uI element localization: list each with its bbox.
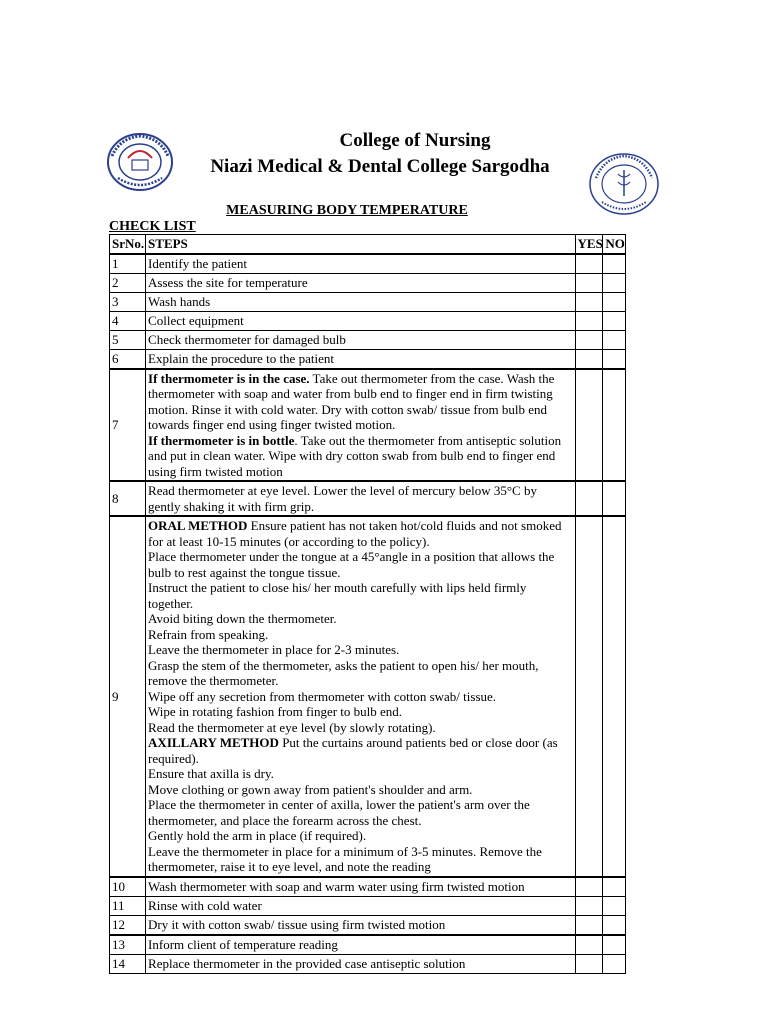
table-row [110,915,626,935]
table-row [110,954,626,973]
no-checkbox-cell[interactable] [603,292,626,311]
step-line [148,844,572,875]
step-line [148,549,572,580]
table-row [110,896,626,915]
step-line [148,275,572,291]
no-checkbox-cell[interactable] [603,273,626,292]
step-text [146,273,575,292]
step-line-text: Put the curtains around patients bed or close door (as required). [148,735,558,766]
header-no: NO [603,235,626,254]
step-line [148,611,572,627]
step-line-text: Explain the procedure to the patient [148,350,334,366]
yes-checkbox-cell[interactable] [575,935,603,955]
yes-checkbox-cell[interactable] [575,516,603,877]
step-line [148,294,572,310]
step-text [146,516,575,877]
step-line [148,627,572,643]
header-srno: SrNo. [110,235,146,254]
header-yes: YES [575,235,603,254]
header-steps: STEPS [146,235,575,254]
step-line [148,797,572,828]
table-row [110,877,626,897]
step-line-text: Wipe in rotating fashion from finger to bulb end. [148,704,403,719]
table-row [110,349,626,369]
no-checkbox-cell[interactable] [603,311,626,330]
step-line-text: Ensure that axilla is dry. [148,766,274,781]
step-line [148,580,572,611]
step-line [148,898,572,914]
step-line [148,704,572,720]
no-checkbox-cell[interactable] [603,254,626,274]
step-text [146,954,575,973]
step-number: 2 [110,273,146,292]
checklist-heading: CHECK LIST [109,219,196,234]
step-line-text: Avoid biting down the thermometer. [148,611,337,626]
yes-checkbox-cell[interactable] [575,369,603,482]
table-row [110,254,626,274]
step-line-text: Assess the site for temperature [148,274,308,290]
step-line-text: Wipe off any secretion from thermometer with cotton swab/ tissue. [148,688,497,704]
step-line-text: Identify the patient [148,255,247,271]
step-line [148,735,572,766]
step-line-text: Instruct the patient to close his/ her mouth carefully with lips held firmly together. [148,580,527,611]
step-number: 10 [110,877,146,897]
step-line [148,658,572,689]
step-number: 7 [110,369,146,482]
document-title: MEASURING BODY TEMPERATURE [226,203,468,218]
step-line [148,917,572,933]
step-line [148,256,572,272]
table-row [110,935,626,955]
step-number: 14 [110,954,146,973]
step-line [148,642,572,658]
step-number: 13 [110,935,146,955]
table-row [110,273,626,292]
table-row [110,516,626,877]
step-text [146,311,575,330]
table-header-row [110,235,626,254]
checklist-table [109,234,626,974]
step-line-text: Rinse with cold water [148,897,262,913]
yes-checkbox-cell[interactable] [575,330,603,349]
step-text [146,896,575,915]
step-lead: If thermometer is in the case. [148,370,310,386]
step-line-text: Dry it with cotton swab/ tissue using firm twisted motion [148,916,446,932]
step-number: 4 [110,311,146,330]
institution-name: Niazi Medical & Dental College Sargodha [210,156,550,177]
table-row [110,311,626,330]
college-seal-right-icon [588,152,660,216]
step-line [148,782,572,798]
step-line [148,956,572,972]
step-line-text: Grasp the stem of the thermometer, asks the patient to open his/ her mouth, remove the thermometer. [148,657,539,688]
step-lead: ORAL METHOD [148,518,248,533]
yes-checkbox-cell[interactable] [575,273,603,292]
table-row [110,330,626,349]
step-text [146,369,575,482]
step-line [148,518,572,549]
step-line [148,371,572,433]
no-checkbox-cell[interactable] [603,349,626,369]
step-line [148,433,572,480]
step-line-text: Wash hands [148,293,211,309]
no-checkbox-cell[interactable] [603,330,626,349]
step-line-text: Replace thermometer in the provided case antiseptic solution [148,955,466,971]
step-text [146,915,575,935]
yes-checkbox-cell[interactable] [575,292,603,311]
no-checkbox-cell[interactable] [603,481,626,516]
step-line-text: Leave the thermometer in place for a minimum of 3-5 minutes. Remove the thermometer, raise it to eye level, and note the reading [148,843,542,874]
step-lead: If thermometer is in bottle [148,432,295,448]
step-line-text: Check thermometer for damaged bulb [148,331,346,347]
step-line [148,332,572,348]
step-number: 8 [110,481,146,516]
step-number: 11 [110,896,146,915]
step-line-text: Place the thermometer in center of axilla, lower the patient's arm over the thermometer, and place the forearm across the chest. [148,797,530,828]
step-line [148,351,572,367]
step-text [146,877,575,897]
no-checkbox-cell[interactable] [603,954,626,973]
step-line-text: Leave the thermometer in place for 2-3 minutes. [148,642,400,657]
step-number: 5 [110,330,146,349]
no-checkbox-cell[interactable] [603,915,626,935]
step-text [146,481,575,516]
yes-checkbox-cell[interactable] [575,254,603,274]
no-checkbox-cell[interactable] [603,935,626,955]
step-line-text: Inform client of temperature reading [148,936,338,952]
step-line [148,689,572,705]
step-text [146,330,575,349]
step-number: 6 [110,349,146,369]
step-line [148,828,572,844]
step-line [148,720,572,736]
step-line-text: Collect equipment [148,312,244,328]
yes-checkbox-cell[interactable] [575,877,603,897]
step-line-text: Take out thermometer from the case. Wash the thermometer with soap and water from bulb end to finger end in firm twisting motion. Rinse it with cold water. Dry with cotton swab/ tissue from bulb end towards finger end using finger twisted motion. [148,370,555,432]
step-number: 12 [110,915,146,935]
yes-checkbox-cell[interactable] [575,311,603,330]
yes-checkbox-cell[interactable] [575,915,603,935]
step-line-text: Move clothing or gown away from patient's shoulder and arm. [148,781,473,797]
step-text [146,292,575,311]
step-line-text: Gently hold the arm in place (if required). [148,828,367,843]
step-number: 3 [110,292,146,311]
yes-checkbox-cell[interactable] [575,481,603,516]
yes-checkbox-cell[interactable] [575,896,603,915]
table-row [110,292,626,311]
step-line [148,766,572,782]
yes-checkbox-cell[interactable] [575,349,603,369]
table-row [110,481,626,516]
step-line-text: Refrain from speaking. [148,626,269,642]
step-line [148,313,572,329]
step-line-text: Read thermometer at eye level. Lower the level of mercury below 35°C by gently shaking it with firm grip. [148,483,537,514]
step-number: 1 [110,254,146,274]
no-checkbox-cell[interactable] [603,896,626,915]
step-text [146,254,575,274]
step-line-text: Ensure patient has not taken hot/cold fluids and not smoked for at least 10-15 minutes (or according to the policy). [148,518,562,549]
step-text [146,935,575,955]
step-line-text: . Take out the thermometer from antiseptic solution and put in clean water. Wipe with dry cotton swab from bulb end to finger end using firm twisted motion [148,432,562,479]
step-line [148,879,572,895]
step-line-text: Place thermometer under the tongue at a 45°angle in a position that allows the bulb to rest against the tongue tissue. [148,549,555,580]
no-checkbox-cell[interactable] [603,877,626,897]
step-line-text: Wash thermometer with soap and warm water using firm twisted motion [148,878,525,894]
college-name: College of Nursing [339,130,491,151]
no-checkbox-cell[interactable] [603,516,626,877]
table-row [110,369,626,482]
step-line-text: Read the thermometer at eye level (by slowly rotating). [148,719,436,735]
yes-checkbox-cell[interactable] [575,954,603,973]
no-checkbox-cell[interactable] [603,369,626,482]
step-number: 9 [110,516,146,877]
step-text [146,349,575,369]
step-line [148,483,572,514]
step-line [148,937,572,953]
step-lead: AXILLARY METHOD [148,735,279,750]
